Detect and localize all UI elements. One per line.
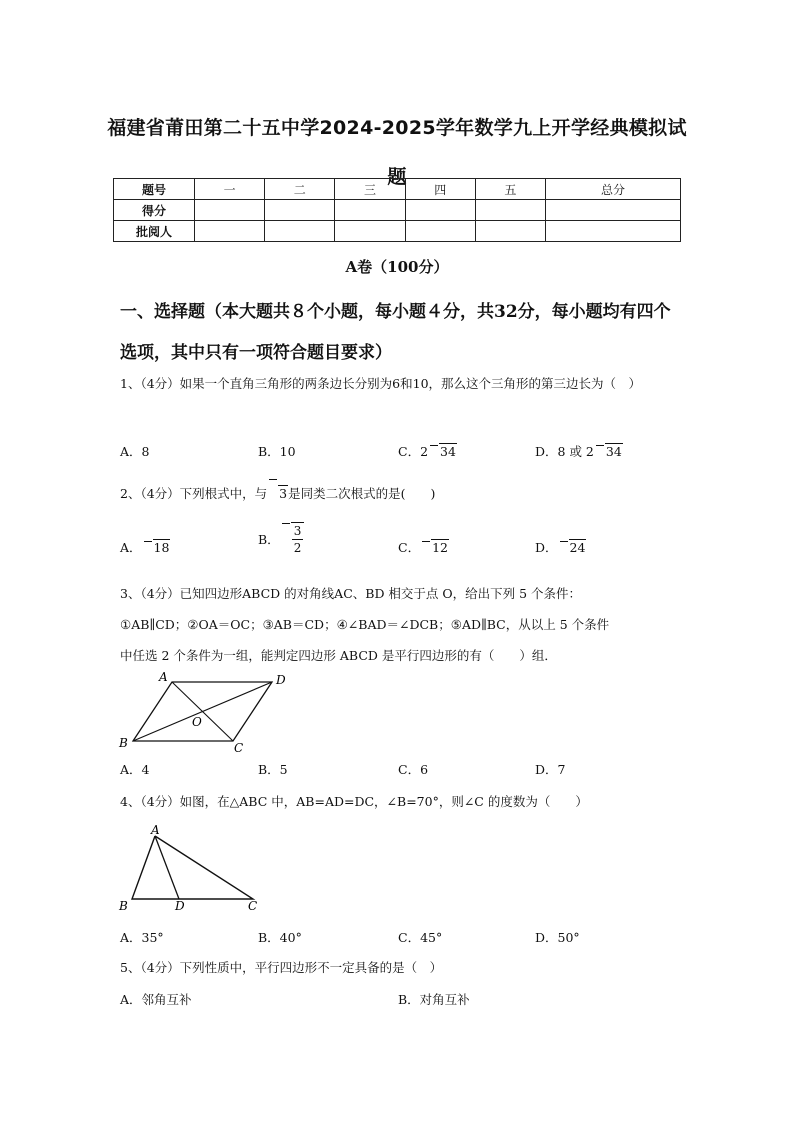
q4-option-d: D．50° (535, 930, 580, 945)
label-d: D (276, 673, 286, 687)
q1-option-a: A．8 (120, 444, 150, 459)
q2-option-c (398, 538, 449, 556)
q2-option-d-label: D． (535, 540, 558, 555)
q1-option-c-prefix: C．2 (398, 444, 429, 459)
q2-option-a-radicand: 18 (153, 540, 170, 555)
reviewer-cell (195, 221, 265, 242)
question-2-stem (120, 478, 680, 509)
score-cell (265, 200, 335, 221)
title-line-2: 题 (387, 166, 407, 188)
score-row-label: 得分 (114, 200, 195, 221)
q4-option-c: C．45° (398, 930, 443, 945)
reviewer-cell (335, 221, 405, 242)
q2-stem-radicand: 3 (279, 486, 288, 501)
q2-stem-suffix: 是同类二次根式的是( ) (288, 486, 436, 501)
reviewer-cell (265, 221, 335, 242)
q2-option-b-label: B． (258, 532, 280, 547)
triangle-figure (112, 820, 268, 914)
score-header-cell: 二 (265, 179, 335, 200)
score-row (114, 200, 681, 221)
score-header-cell: 题号 (114, 179, 195, 200)
question-4-options (120, 928, 680, 950)
score-header-cell: 四 (405, 179, 475, 200)
reviewer-cell (475, 221, 545, 242)
q3-option-a: A．4 (120, 762, 150, 777)
question-1-options (120, 442, 680, 464)
score-header-cell: 总分 (546, 179, 681, 200)
q2-stem-prefix: 2、（4分）下列根式中，与 (120, 486, 268, 501)
q3-stem-line-3: 中任选 2 个条件为一组，能判定四边形 ABCD 是平行四边形的有（ ）组． (120, 648, 557, 663)
section-1-heading: 一、选择题（本大题共８个小题，每小题４分，共32分，每小题均有四个选项，其中只有一项符合题目要求） (120, 302, 671, 363)
q1-option-d-radicand: 34 (605, 444, 622, 459)
q2-option-b (258, 522, 304, 556)
q3-option-d: D．7 (535, 762, 566, 777)
q3-stem-line-2: ①AB∥CD；②OA＝OC；③AB＝CD；④∠BAD＝∠DCB；⑤AD∥BC，从以上 5 个条件 (120, 617, 610, 632)
reviewer-row-label: 批阅人 (114, 221, 195, 242)
q5-option-a: A．邻角互补 (120, 992, 192, 1007)
q1-option-c (398, 442, 457, 460)
q1-option-d (535, 442, 623, 460)
q2-option-b-numerator: 3 (293, 524, 302, 538)
label-c: C (248, 899, 258, 913)
score-cell (405, 200, 475, 221)
label-d: D (175, 899, 185, 913)
reviewer-cell (546, 221, 681, 242)
q2-option-d (535, 538, 586, 556)
label-o: O (192, 715, 202, 729)
question-5-options (120, 990, 680, 1012)
score-header-cell: 五 (475, 179, 545, 200)
sqrt-symbol (144, 540, 171, 555)
question-4-stem: 4、（4分）如图，在△ABC 中，AB=AD=DC，∠B=70°，则∠C 的度数为（ ） (120, 794, 588, 809)
q1-option-d-prefix: D．8 或 2 (535, 444, 594, 459)
question-1-stem: 1、（4分）如果一个直角三角形的两条边长分别为6和10，那么这个三角形的第三边长为（ ） (120, 376, 642, 391)
segment-ad (155, 836, 179, 899)
q3-option-c: C．6 (398, 762, 429, 777)
title-line-1: 福建省莆田第二十五中学2024-2025学年数学九上开学经典模拟试 (107, 117, 687, 139)
q2-option-b-fraction (291, 522, 305, 556)
score-cell (195, 200, 265, 221)
score-table-header-row (114, 179, 681, 200)
q3-option-b: B．5 (258, 762, 288, 777)
sqrt-symbol (596, 444, 623, 459)
score-cell (335, 200, 405, 221)
q2-option-d-radicand: 24 (569, 540, 586, 555)
q4-option-b: B．40° (258, 930, 302, 945)
q2-option-a (120, 538, 170, 556)
q2-option-c-label: C． (398, 540, 421, 555)
score-cell (546, 200, 681, 221)
q3-stem-line-1: 3、（4分）已知四边形ABCD 的对角线AC、BD 相交于点 O，给出下列 5 个条件： (120, 586, 582, 601)
sqrt-symbol (430, 444, 457, 459)
label-a: A (151, 823, 160, 837)
parallelogram-figure (112, 668, 298, 756)
reviewer-row (114, 221, 681, 242)
label-c: C (234, 741, 244, 755)
section-a-title: A卷（100分） (345, 258, 449, 276)
reviewer-cell (405, 221, 475, 242)
q5-option-b: B．对角互补 (398, 992, 470, 1007)
q1-option-b: B．10 (258, 444, 296, 459)
q4-option-a: A．35° (120, 930, 164, 945)
score-header-cell: 一 (195, 179, 265, 200)
label-a: A (159, 670, 168, 684)
triangle-abc (132, 836, 253, 899)
question-2-options (120, 524, 680, 566)
label-b: B (119, 899, 128, 913)
question-5-stem: 5、（4分）下列性质中，平行四边形不一定具备的是（ ） (120, 960, 443, 975)
diagonal-bd (133, 682, 272, 741)
q2-option-b-denominator: 2 (293, 541, 302, 555)
q2-option-c-radicand: 12 (432, 540, 448, 555)
sqrt-symbol (282, 522, 305, 556)
score-table (113, 178, 681, 242)
sqrt-symbol (560, 540, 587, 555)
label-b: B (119, 736, 128, 750)
question-3-options (120, 760, 680, 782)
score-header-cell: 三 (335, 179, 405, 200)
q2-option-a-label: A． (120, 540, 142, 555)
question-3-stem (120, 578, 680, 671)
q1-option-c-radicand: 34 (440, 444, 456, 459)
score-cell (475, 200, 545, 221)
sqrt-symbol (269, 478, 288, 509)
sqrt-symbol (422, 540, 449, 555)
